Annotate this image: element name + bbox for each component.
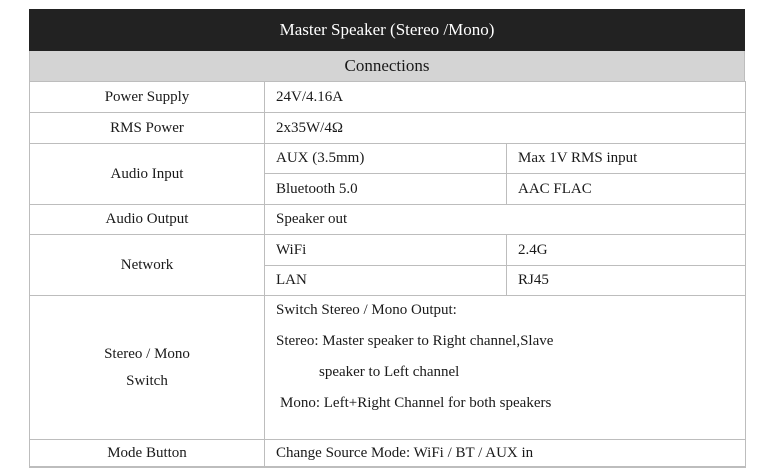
row-value-rms-power: 2x35W/4Ω <box>265 113 746 144</box>
row-value-mode-button: Change Source Mode: WiFi / BT / AUX in <box>265 440 746 468</box>
network-wifi-detail: 2.4G <box>507 235 746 266</box>
row-label-rms-power: RMS Power <box>30 113 265 144</box>
table-row-stereo-mono <box>30 296 746 440</box>
row-label-mode-button: Mode Button <box>30 440 265 468</box>
stereo-mono-label-line2: Switch <box>126 372 168 389</box>
stereo-mono-line-2: Stereo: Master speaker to Right channel,Slave <box>276 333 554 349</box>
table-row-network-wifi <box>30 235 746 266</box>
audio-input-aux-value: AUX (3.5mm) <box>265 144 507 174</box>
row-value-stereo-mono <box>265 296 746 440</box>
stereo-mono-line-3: speaker to Left channel <box>319 364 460 380</box>
row-label-network: Network <box>30 235 265 296</box>
audio-input-bluetooth-detail: AAC FLAC <box>507 174 746 205</box>
stereo-mono-line-4: Mono: Left+Right Channel for both speakers <box>280 395 552 411</box>
stereo-mono-line-1: Switch Stereo / Mono Output: <box>276 302 457 318</box>
section-header-connections: Connections <box>29 51 745 81</box>
network-wifi-value: WiFi <box>265 235 507 266</box>
row-value-power-supply: 24V/4.16A <box>265 82 746 113</box>
table-row-audio-output <box>30 205 746 235</box>
table-row-rms-power <box>30 113 746 144</box>
table-row-power-supply <box>30 82 746 113</box>
table-row-mode-button <box>30 440 746 468</box>
spec-sheet <box>29 9 745 468</box>
row-label-audio-input: Audio Input <box>30 144 265 205</box>
row-label-stereo-mono <box>30 296 265 440</box>
spec-title: Master Speaker (Stereo /Mono) <box>29 9 745 51</box>
audio-input-bluetooth-value: Bluetooth 5.0 <box>265 174 507 205</box>
audio-input-aux-detail: Max 1V RMS input <box>507 144 746 174</box>
stereo-mono-label-line1: Stereo / Mono <box>104 345 190 362</box>
connections-table <box>29 81 746 468</box>
network-lan-detail: RJ45 <box>507 266 746 296</box>
table-row-audio-input-aux <box>30 144 746 174</box>
network-lan-value: LAN <box>265 266 507 296</box>
row-label-audio-output: Audio Output <box>30 205 265 235</box>
bottom-divider <box>29 466 745 467</box>
row-value-audio-output: Speaker out <box>265 205 746 235</box>
row-label-power-supply: Power Supply <box>30 82 265 113</box>
